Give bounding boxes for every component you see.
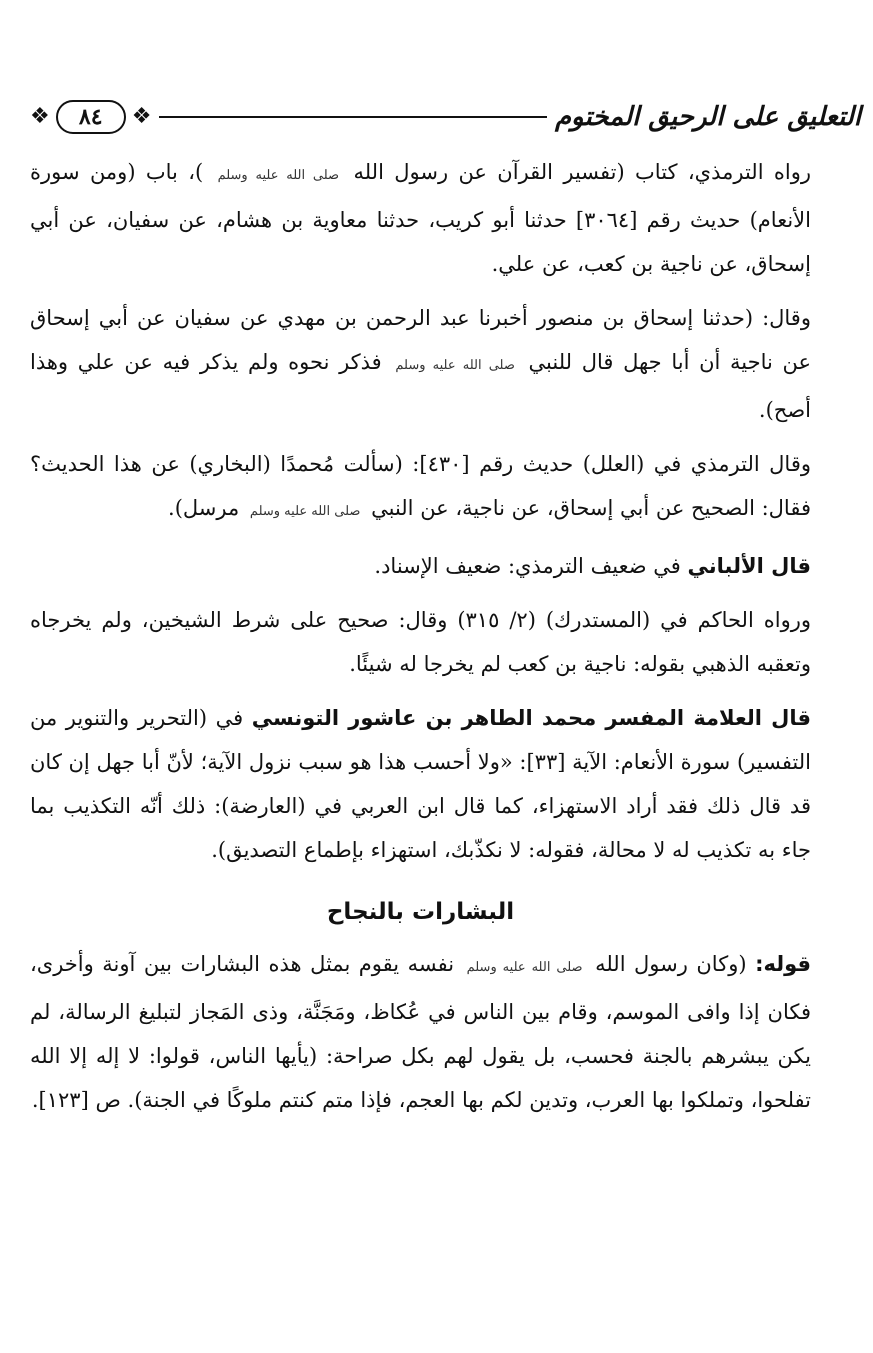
text-run: نفسه يقوم بمثل هذه البشارات بين آونة وأخرى، فكان إذا وافى الموسم، وقام بين الناس في عُكاظ، ومَجَنَّة، وذى المَجاز لتبليغ الرسالة، لم يكن يبشرهم بالجنة فحسب، بل يقول لهم بكل صراحة: (يأيها الناس، قولوا: لا إله إلا الله تفلحوا، وتملكوا بها العرب، وتدين لكم بها العجم، فإذا متم كنتم ملوكًا في الجنة). ص [١٢٣].: [30, 952, 811, 1112]
text-run: ورواه الحاكم في (المستدرك) (٢/ ٣١٥) وقال: صحيح على شرط الشيخين، ولم يخرجاه وتعقبه الذهبي بقوله: ناجية بن كعب لم يخرجا له شيئًا.: [30, 608, 811, 676]
text-run: وقال: (حدثنا إسحاق بن منصور أخبرنا عبد الرحمن بن مهدي عن سفيان عن أبي إسحاق عن ناجية أن أبا جهل قال للنبي: [30, 306, 811, 374]
text-run: رواه الترمذي، كتاب (تفسير القرآن عن رسول الله: [353, 160, 811, 184]
text-run: ‏)، باب (ومن سورة الأنعام) حديث رقم [٣٠٦٤] حدثنا أبو كريب، حدثنا معاوية بن هشام، عن سفيان، عن أبي إسحاق، عن ناجية بن كعب، عن علي.: [30, 160, 811, 276]
bold-lead: قال العلامة المفسر محمد الطاهر بن عاشور التونسي: [251, 706, 811, 730]
paragraph-albani: [30, 544, 811, 588]
bold-lead: قوله:: [755, 952, 811, 976]
running-title: التعليق على الرحيق المختوم: [554, 102, 861, 132]
salutation-glyph: صلى الله عليه وسلم: [466, 960, 583, 975]
paragraph-glad-tidings: [30, 942, 811, 1122]
text-run: وقال الترمذي في (العلل) حديث رقم [٤٣٠]: (سألت مُحمدًا (البخاري) عن هذا الحديث؟ فقال: الصحيح عن أبي إسحاق، عن ناجية، عن النبي: [30, 452, 811, 520]
paragraph-tirmidhi-source: [30, 150, 811, 286]
text-run: مرسل).: [168, 496, 240, 520]
salutation-glyph: صلى الله عليه وسلم: [249, 504, 361, 519]
paragraph-tirmidhi-ilal: [30, 442, 811, 534]
bold-lead: قال الألباني: [687, 554, 811, 578]
paragraph-ibn-ashur: [30, 696, 811, 872]
page-header: [30, 92, 861, 142]
header-rule: [159, 116, 546, 118]
page-body: [30, 150, 811, 1122]
paragraph-hakim: [30, 598, 811, 686]
text-run: في ضعيف الترمذي: ضعيف الإسناد.: [374, 554, 681, 578]
salutation-glyph: صلى الله عليه وسلم: [395, 358, 515, 373]
text-run: (وكان رسول الله: [595, 952, 747, 976]
salutation-glyph: صلى الله عليه وسلم: [217, 168, 340, 183]
section-heading: البشارات بالنجاح: [326, 899, 515, 925]
book-page: [30, 0, 861, 1353]
paragraph-tirmidhi-second-chain: [30, 296, 811, 432]
text-run: في (التحرير والتنوير من التفسير) سورة الأنعام: الآية [٣٣]: «ولا أحسب هذا هو سبب نزول الآية؛ لأنّ أبا جهل إن كان قد قال ذلك فقد أراد الاستهزاء، كما قال ابن العربي في (العارضة): ذلك أنّه التكذيب بما جاء به تكذيب له لا محالة، فقوله: لا نكذّبك، استهزاء بإطماع التصديق).: [30, 706, 812, 862]
page-number: ٨٤: [56, 100, 126, 134]
ornament-right-icon: ❖: [131, 103, 152, 129]
text-run: فذكر نحوه ولم يذكر فيه عن علي وهذا أصح).: [30, 350, 811, 422]
ornament-left-icon: ❖: [30, 103, 50, 129]
page-number-block: [30, 100, 151, 134]
